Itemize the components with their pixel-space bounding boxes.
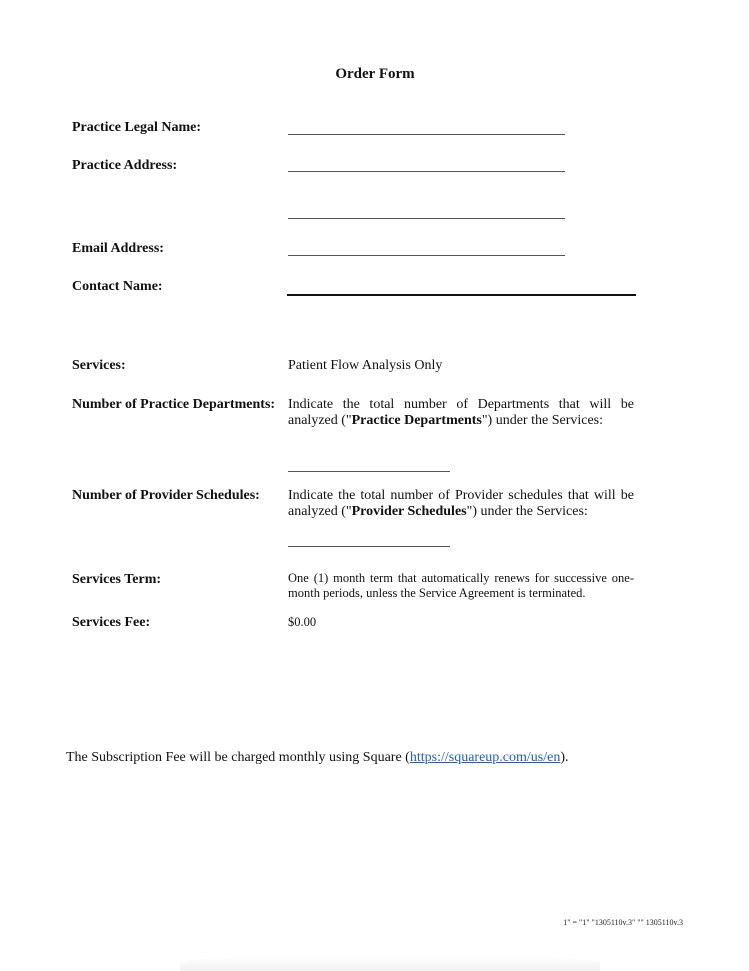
practice-departments-description (288, 397, 634, 429)
practice-departments-text-after: ") under the Services: (481, 413, 604, 428)
practice-address-blank-1 (288, 171, 565, 172)
practice-address-blank-2 (288, 218, 565, 219)
practice-address-label: Practice Address: (72, 158, 178, 173)
contact-name-label: Contact Name: (72, 279, 163, 294)
practice-legal-name-blank (288, 134, 565, 135)
services-value: Patient Flow Analysis Only (288, 358, 443, 373)
email-address-label: Email Address: (72, 241, 164, 256)
practice-departments-label: Number of Practice Departments: (72, 397, 276, 412)
provider-schedules-label: Number of Provider Schedules: (72, 488, 260, 503)
practice-legal-name-label: Practice Legal Name: (72, 120, 202, 135)
services-term-label: Services Term: (72, 572, 162, 587)
email-address-blank (288, 255, 565, 256)
document-id: 1" = "1" "1305110v.3" "" 1305110v.3 (563, 918, 683, 927)
provider-schedules-blank (288, 546, 450, 547)
services-fee-value: $0.00 (288, 615, 317, 629)
subscription-note (66, 750, 569, 766)
subscription-note-text: The Subscription Fee will be charged monthly using Square ( (66, 750, 410, 765)
provider-schedules-description (288, 488, 634, 520)
services-label: Services: (72, 358, 126, 373)
provider-schedules-defined-term: Provider Schedules (351, 504, 467, 519)
provider-schedules-text-after: ") under the Services: (466, 504, 588, 519)
subscription-note-end: ). (560, 750, 569, 765)
practice-departments-blank (288, 471, 450, 472)
services-fee-label: Services Fee: (72, 615, 151, 630)
contact-name-line (287, 294, 636, 296)
services-term-value: One (1) month term that automatically renews for successive one-month periods, unless the Service Agreement is terminated. (288, 571, 634, 600)
practice-departments-defined-term: Practice Departments (351, 413, 482, 428)
practice-departments-text-before: Indicate the total number of Departments that will be analyzed (" (288, 397, 634, 428)
page-title: Order Form (335, 66, 415, 82)
page-shadow (180, 955, 600, 971)
provider-schedules-text-before: Indicate the total number of Provider schedules that will be analyzed (" (288, 488, 634, 519)
square-link[interactable]: https://squareup.com/us/en (409, 750, 561, 765)
